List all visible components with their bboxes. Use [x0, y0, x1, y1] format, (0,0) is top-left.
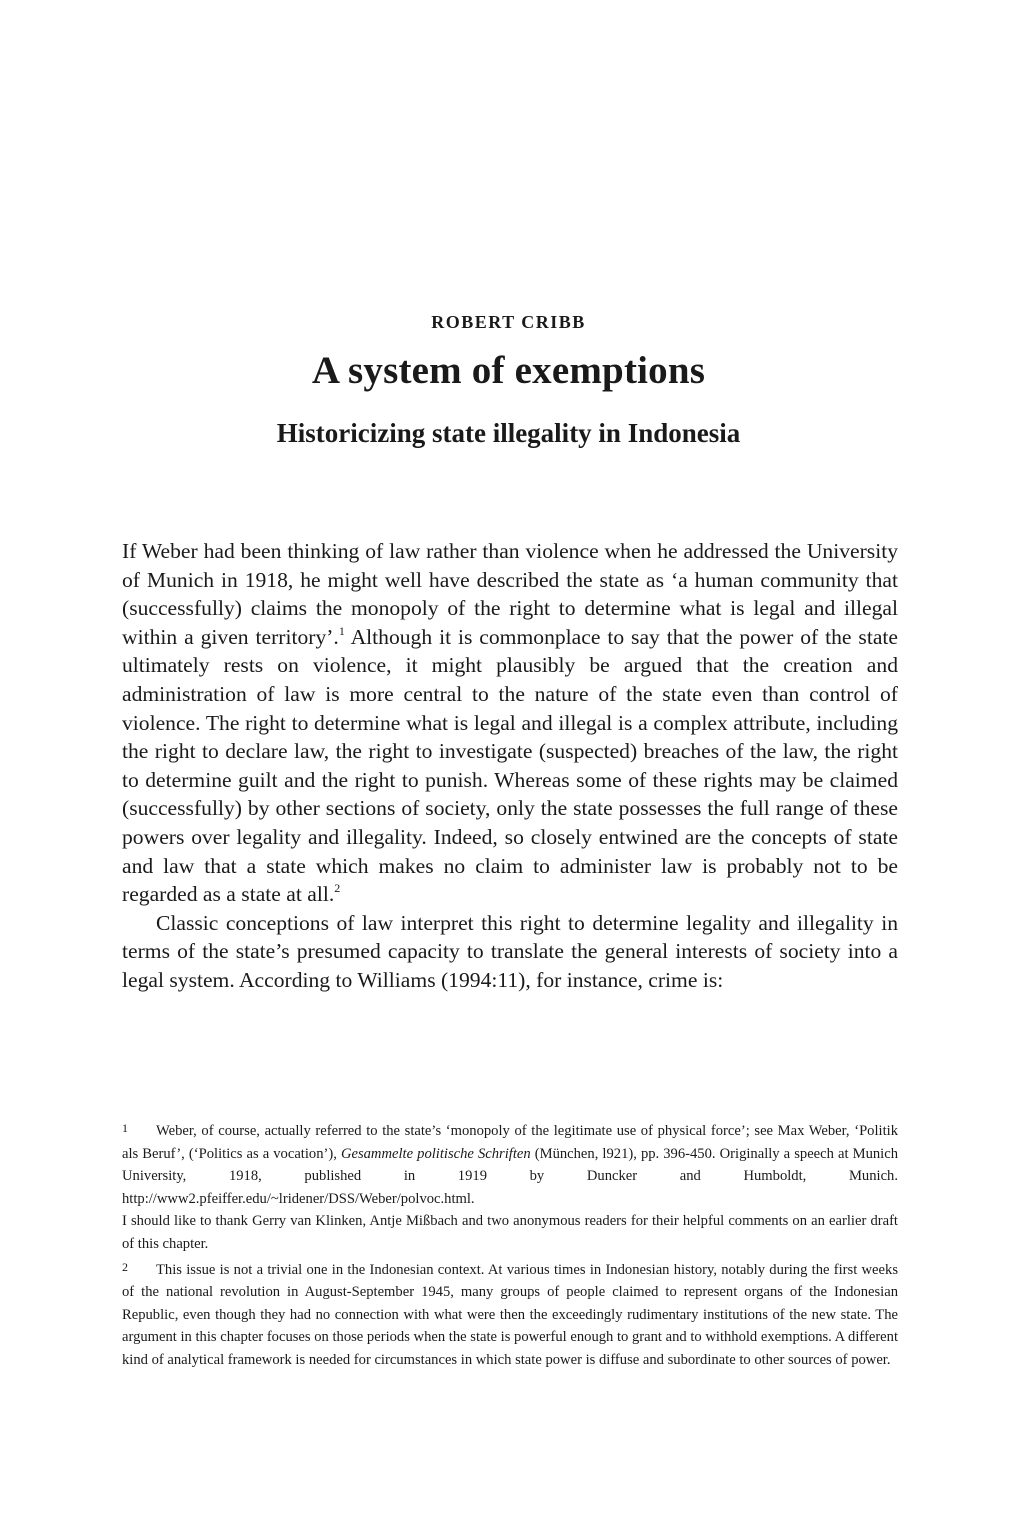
footnote-2-text: This issue is not a trivial one in the Indonesian context. At various times in Indonesian history, notably during the first weeks of the national revolution in August-September 1945, many groups of people claimed to represent organs of the Indonesian Republic, even though they had no connection with what were then the exceedingly rudimentary institutions of the new state. The argument in this chapter focuses on those periods when the state is powerful enough to grant and to withhold exemptions. A different kind of analytical framework is needed for circumstances in which state power is diffuse and subordinate to other sources of power. [122, 1261, 899, 1368]
chapter-subtitle: Historicizing state illegality in Indonesia [276, 418, 741, 448]
footnote-1-text-a: Weber, of course, actually referred to the state’s ‘monopoly of the legitimate use of physical force’; see Max Weber, ‘Politik als Beruf’, (‘Politics as a vocation’), [122, 1123, 898, 1162]
acknowledgement: I should like to thank Gerry van Klinken, Antje Mißbach and two anonymous readers for their helpful comments on an earlier draft of this chapter. [122, 1213, 898, 1252]
chapter-title: A system of exemptions [311, 349, 706, 392]
footnote-2 [122, 1256, 898, 1372]
footnotes [122, 1117, 898, 1372]
footnote-1-number: 1 [122, 1121, 128, 1135]
paragraph-1-text-b: Although it is commonplace to say that the power of the state ultimately rests on violence, it might plausibly be argued that the creation and administration of law is more central to the nature of the state even than control of violence. The right to determine what is legal and illegal is a complex attribute, including the right to declare law, the right to investigate (suspected) breaches of the law, the right to determine guilt and the right to punish. Whereas some of these rights may be claimed (successfully) by other sections of society, only the state possesses the full range of these powers over legality and illegality. Indeed, so closely entwined are the concepts of state and law that a state which makes no claim to administer law is probably not to be regarded as a state at all. [122, 624, 898, 907]
body-text [122, 537, 898, 995]
footnote-ref-1[interactable]: 1 [338, 623, 345, 638]
footnote-1-text-b: (München, l921), pp. 396-450. Originally a speech at Munich University, 1918, published in 1919 by Duncker and Humboldt, Munich. http://www2.pfeiffer.edu/~lridener/DSS/Weber/polvoc.html. [122, 1145, 898, 1207]
chapter-author: ROBERT CRIBB [431, 312, 586, 332]
footnote-1 [122, 1117, 898, 1210]
paragraph-1-text-a: If Weber had been thinking of law rather than violence when he addressed the University of Munich in 1918, he might well have described the state as ‘a human community that (successfully) claims the monopoly of the right to determine what is legal and illegal within a given territory’. [122, 539, 898, 649]
footnote-ref-2[interactable]: 2 [334, 881, 341, 896]
body-paragraph-2: Classic conceptions of law interpret this right to determine legality and illegality in terms of the state’s presumed capacity to translate the general interests of society into a legal system. According to Williams (1994:11), for instance, crime is: [122, 910, 898, 992]
body-paragraph-1 [122, 537, 898, 909]
footnote-1-book-title: Gesammelte politische Schriften [340, 1145, 531, 1162]
footnote-2-number: 2 [122, 1259, 128, 1274]
